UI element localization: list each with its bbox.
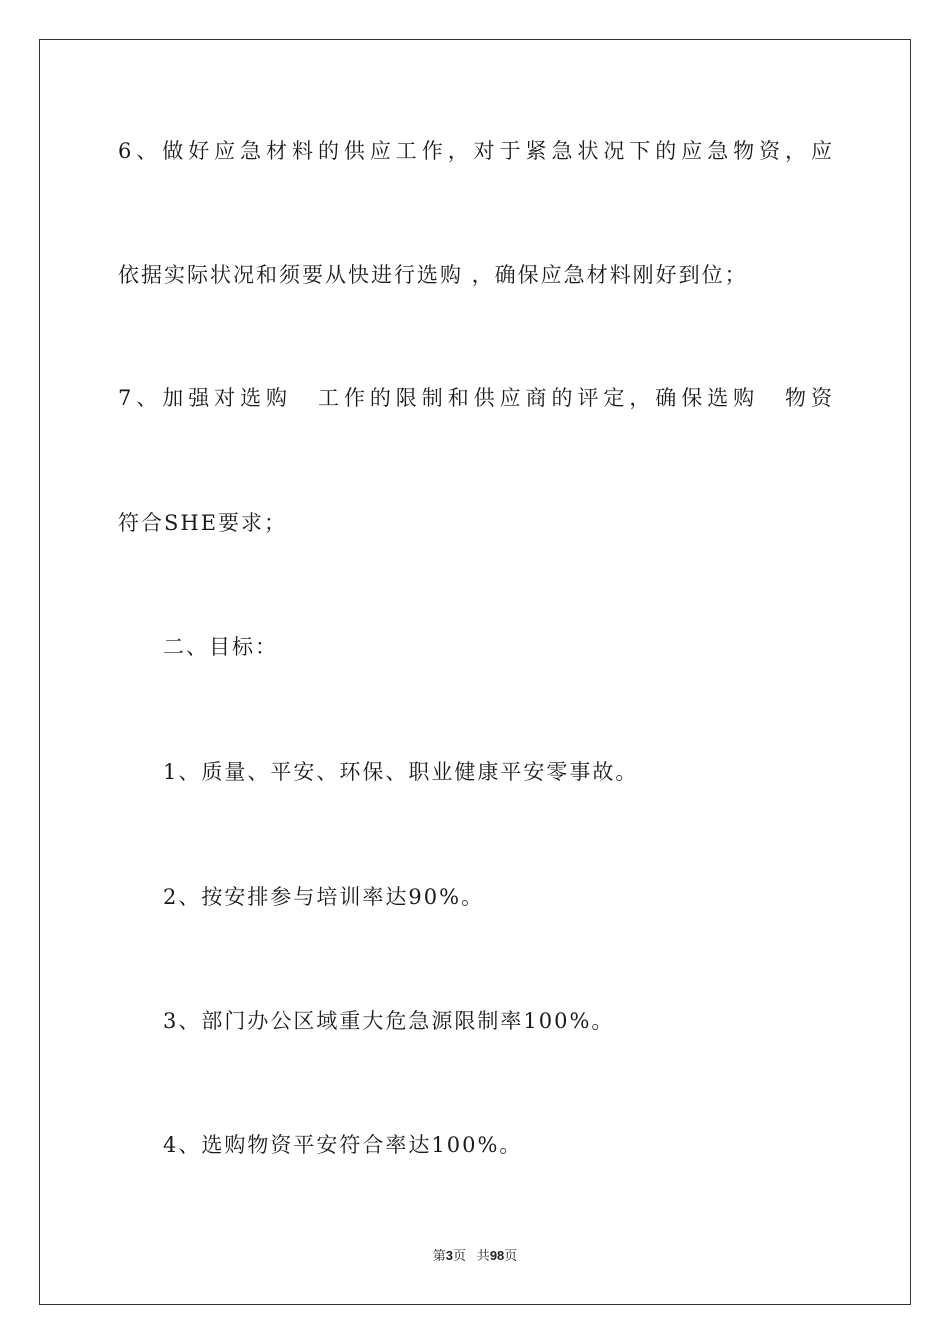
paragraph-7-line-1: 7、加强对选购 工作的限制和供应商的评定，确保选购 物资 (118, 386, 832, 410)
goal-item-1: 1、质量、平安、环保、职业健康平安零事故。 (163, 760, 639, 784)
paragraph-6-line-2: 依据实际状况和须要从快进行选购 ，确保应急材料刚好到位； (118, 263, 748, 287)
page-border (39, 39, 911, 1305)
goal-item-4: 4、选购物资平安符合率达100%。 (163, 1133, 523, 1157)
footer-current-page: 3 (445, 1248, 453, 1263)
page-footer (0, 1247, 950, 1265)
paragraph-6-line-1: 6、做好应急材料的供应工作，对于紧急状况下的应急物资，应 (118, 139, 832, 163)
footer-total-pages: 98 (489, 1248, 505, 1263)
goal-item-2: 2、按安排参与培训率达90%。 (163, 885, 485, 909)
footer-total-suffix: 页 (504, 1248, 518, 1263)
goal-item-3: 3、部门办公区域重大危急源限制率100%。 (163, 1009, 615, 1033)
paragraph-7-line-2: 符合SHE要求； (118, 511, 288, 535)
footer-page-prefix: 第 (432, 1248, 446, 1263)
footer-page-suffix: 页 (452, 1248, 466, 1263)
section-heading: 二、目标： (163, 635, 278, 659)
footer-total-prefix: 共 (476, 1248, 490, 1263)
